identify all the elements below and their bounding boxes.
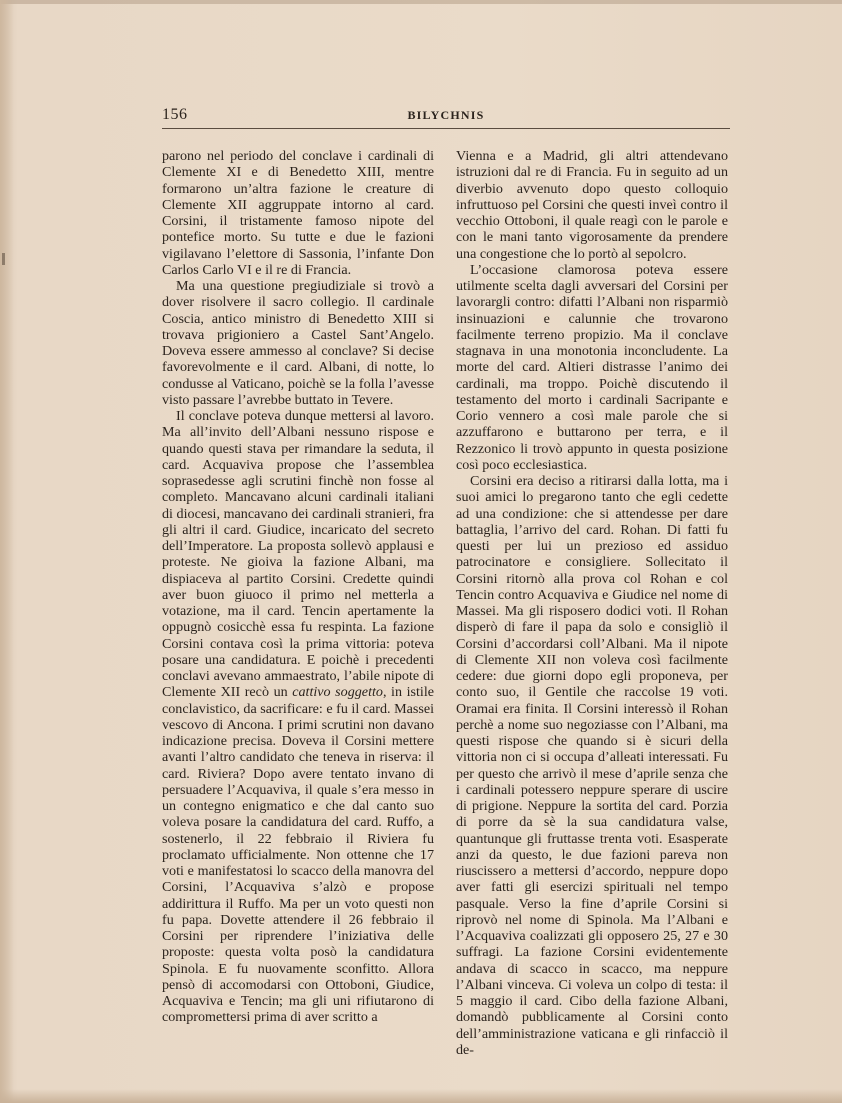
running-title: BILYCHNIS <box>407 108 485 122</box>
italic-phrase: cattivo soggetto <box>292 684 383 701</box>
page-number: 156 <box>162 106 188 123</box>
page-bottom-edge <box>0 1089 842 1103</box>
paragraph: Corsini era deciso a ritirarsi dalla lotta, ma i suoi amici lo pregarono tanto che egli cedette ad una condizione: che si attendesse per dare battaglia, l’arrivo del card. Rohan. Di fatti fu questi per lui un prezioso ed assiduo patrocinatore e consigliere. Sollecitato il Corsini ritornò alla prova col Rohan e col Tencin contro Acquaviva e Giudice nel nome di Massei. Ma gli risposero dodici voti. Il Rohan disperò di fare il papa da solo e consigliò il Corsini d’accordarsi coll’Albani. Ma il nipote di Clemente XII non voleva così facilmente cedere: due giorni dopo egli proponeva, per conto suo, il Gentile che raccolse 19 voti. Oramai era finita. Il Corsini interessò il Rohan perchè a nome suo negoziasse con l’Albani, ma questi rispose che quando si è sicuri della vittoria non ci si occupa d’alleati interessati. Fu per questo che arrivò il mese d’aprile senza che i cardinali potessero neppure sperare di uscire di prigione. Neppure la sortita del card. Porzia di porre da sè la sua candidatura valse, quantunque gli fruttasse trenta voti. Esasperate anzi da questo, le due fazioni pareva non riuscissero a mettersi d’accordo, neppure dopo aver fatti gli esercizi spirituali nel tempo pasquale. Verso la fine d’aprile Corsini si riprovò nel nome di Spinola. Ma l’Albani e l’Acquaviva coalizzati gli opposero 25, 27 e 30 suffragi. La fazione Corsini evidentemente andava di scacco in scacco, ma neppure l’Albani vinceva. Ci voleva un colpo di testa: il 5 maggio il card. Cibo della fazione Albani, domandò pubblicamente al Corsini conto dell’amministrazione vaticana e gli rinfacciò il de- <box>456 473 728 1058</box>
header-rule <box>162 128 730 129</box>
paragraph: L’occasione clamorosa poteva essere utilmente scelta dagli avversari del Corsini per lavorargli contro: difatti l’Albani non risparmiò insinuazioni e calunnie che trovarono facilmente terreno propizio. Ma il conclave stagnava in una monotonia inconcludente. La morte del card. Altieri distrasse l’animo dei cardinali, ma troppo. Poichè discutendo il testamento del morto i cardinali Sacripante e Corio vennero a così male parole che si azzuffarono e buttarono per terra, e il Rezzonico li trovò appunto in questa posizione così poco ecclesiastica. <box>456 261 728 473</box>
paragraph-text: Il conclave poteva dunque mettersi al lavoro. Ma all’invito dell’Albani nessuno rispose e quando questi stava per rimandare la seduta, il card. Acquaviva propose che l’assemblea soprasedesse agli scrutini finchè non fosse al completo. Mancavano alcuni cardinali italiani di diocesi, mancavano dei cardinali stranieri, fra gli altri il card. Giudice, incaricato del secreto dell’Imperatore. La proposta sollevò applausi e proteste. Ne gioiva la fazione Albani, ma dispiaceva al partito Corsini. Credette quindi aver buon giuoco il primo nel metterla a votazione, ma il card. Tencin apertamente la oppugnò cosicchè essa fu respinta. La fazione Corsini contava così la prima vittoria: poteva posare una candidatura. E poichè i precedenti conclavi avevano ammaestrato, l’abile nipote di Clemente XII recò un <box>162 408 434 701</box>
paragraph-text: , in istile conclavistico, da sacrificare: e fu il card. Massei vescovo di Ancona. I primi scrutini non davano indicazione precisa. Doveva il Corsini mettere avanti l’altro candidato che teneva in riserva: il card. Riviera? Dopo avere tentato invano di persuadere l’Acquaviva, il quale s’era messo in un contegno enigmatico e che dal canto suo voleva posare la candidatura del card. Ruffo, a sostenerlo, il 22 febbraio il Riviera fu proclamato ufficialmente. Non ottenne che 17 voti e manifestatosi lo scacco della manovra del Corsini, l’Acquaviva s’alzò e propose addirittura il Ruffo. Ma per un voto questi non fu papa. Dovette attendere il 26 febbraio il Corsini per riprendere l’iniziativa delle proposte: questa volta posò la candidatura Spinola. E fu nuovamente sconfitto. Allora pensò di accomodarsi con Ottoboni, Giudice, Acquaviva e Tencin; ma gli uni rifiutarono di compromettersi prima di aver scritto a <box>162 684 435 1026</box>
left-column <box>162 148 434 1026</box>
margin-mark <box>2 253 11 265</box>
paragraph: Ma una questione pregiudiziale si trovò a dover risolvere il sacro collegio. Il cardinale Coscia, antico ministro di Benedetto XIII si trovava prigioniero a Castel Sant’Angelo. Doveva essere ammesso al conclave? Si decise favorevolmente e il card. Albani, di notte, lo condusse al Vaticano, poichè se la folla l’avesse visto passare l’avrebbe buttato in Tevere. <box>162 278 434 408</box>
page-header <box>162 106 730 128</box>
page-binding-shadow <box>0 0 14 1103</box>
paragraph <box>162 408 434 1026</box>
paragraph: Vienna e a Madrid, gli altri attendevano istruzioni dal re di Francia. Fu in seguito ad un diverbio avvenuto dopo questo colloquio infruttuoso pel Corsini che questi inveì contro il vecchio Ottoboni, il quale reagì con le parole e con le mani tanto vigorosamente da prendere una congestione che lo portò al sepolcro. <box>456 148 728 262</box>
right-column <box>456 148 728 1058</box>
paragraph: parono nel periodo del conclave i cardinali di Clemente XI e di Benedetto XIII, mentre formarono un’altra fazione le creature di Clemente XII aggruppate intorno al card. Corsini, il tristamente famoso nipote del pontefice morto. Su tutte e due le fazioni vigilavano l’elettore di Sassonia, l’infante Don Carlos Carlo VI e il re di Francia. <box>162 148 434 278</box>
page-top-edge <box>0 0 842 4</box>
